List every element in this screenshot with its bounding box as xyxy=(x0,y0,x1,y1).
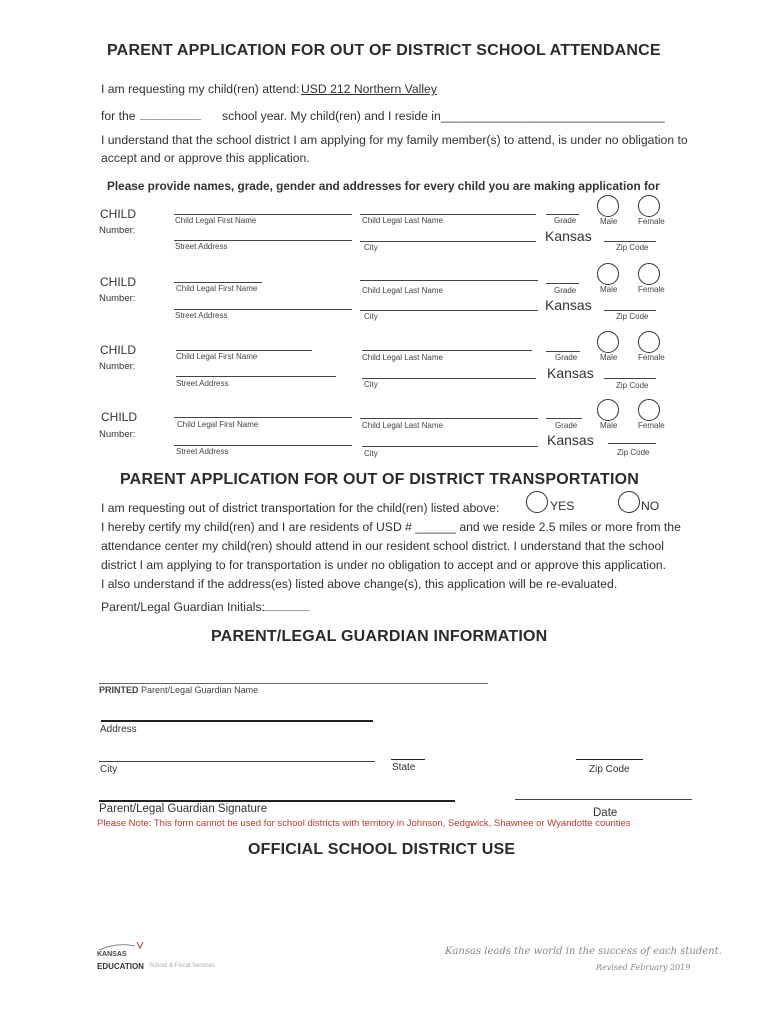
street-label: Street Address xyxy=(175,242,228,251)
male-label: Male xyxy=(600,285,618,294)
certify-text-line4: I also understand if the address(es) listed above change(s), this application will be re-evaluated. xyxy=(101,577,618,591)
first-name-label: Child Legal First Name xyxy=(176,284,258,293)
zip-field[interactable] xyxy=(604,378,656,379)
male-label: Male xyxy=(600,421,618,430)
zip-label: Zip Code xyxy=(616,312,649,321)
last-name-label: Child Legal Last Name xyxy=(362,421,443,430)
male-radio[interactable] xyxy=(597,263,619,285)
logo-education-text: EDUCATION xyxy=(97,962,144,971)
male-radio[interactable] xyxy=(597,399,619,421)
date-label: Date xyxy=(593,807,618,819)
address-label: Address xyxy=(100,724,137,735)
last-name-label: Child Legal Last Name xyxy=(362,353,443,362)
last-name-label: Child Legal Last Name xyxy=(362,216,443,225)
street-label: Street Address xyxy=(176,447,229,456)
first-name-field[interactable] xyxy=(176,350,312,351)
zip-field[interactable] xyxy=(604,241,656,242)
female-label: Female xyxy=(638,217,665,226)
guardian-name-field[interactable] xyxy=(99,683,488,684)
certify-text-line3: district I am applying to for transportation is under no obligation to accept and or approve this application. xyxy=(101,558,667,572)
child-number-label: Number: xyxy=(99,429,136,440)
grade-field[interactable] xyxy=(546,214,579,215)
street-field[interactable] xyxy=(174,240,352,241)
grade-label: Grade xyxy=(555,353,578,362)
child-label: CHILD xyxy=(100,275,137,289)
transport-yes-radio[interactable] xyxy=(526,491,548,513)
street-field[interactable] xyxy=(176,376,336,377)
obligation-text-line2: accept and or approve this application. xyxy=(101,151,310,165)
female-radio[interactable] xyxy=(638,399,660,421)
zip-code-field[interactable] xyxy=(576,759,643,760)
logo-tagline: School & Fiscal Services xyxy=(149,963,216,969)
grade-field[interactable] xyxy=(546,351,580,352)
for-the-label: for the xyxy=(101,109,136,123)
transport-no-label: NO xyxy=(641,499,660,513)
state-value: Kansas xyxy=(547,432,594,448)
page-title: PARENT APPLICATION FOR OUT OF DISTRICT SCHOOL ATTENDANCE xyxy=(107,42,661,59)
guardian-name-label xyxy=(99,685,258,695)
provide-info-heading: Please provide names, grade, gender and addresses for every child you are making application for xyxy=(107,179,660,193)
child-label: CHILD xyxy=(100,207,137,221)
territory-note: Please Note: This form cannot be used for school districts with territory in Johnson, Sedgwick, Shawnee or Wyandotte counties xyxy=(97,818,631,829)
state-value: Kansas xyxy=(547,365,594,381)
footer-slogan: Kansas leads the world in the success of each student. xyxy=(445,946,722,957)
child-number-label: Number: xyxy=(99,361,136,372)
guardian-state-label: State xyxy=(392,762,416,773)
state-value: Kansas xyxy=(545,228,592,244)
city-label: City xyxy=(364,449,378,458)
male-radio[interactable] xyxy=(597,195,619,217)
state-field[interactable] xyxy=(391,759,425,760)
city-label: City xyxy=(364,380,378,389)
female-label: Female xyxy=(638,421,665,430)
street-field[interactable] xyxy=(174,309,352,310)
street-field[interactable] xyxy=(174,445,352,446)
female-label: Female xyxy=(638,353,665,362)
zip-label: Zip Code xyxy=(616,243,649,252)
obligation-text-line1: I understand that the school district I am applying for my family member(s) to attend, is under no obligation to xyxy=(101,133,688,147)
initials-label: Parent/Legal Guardian Initials: xyxy=(101,600,265,614)
certify-text-line2: attendance center my child(ren) should attend in our resident school district. I understand that the school xyxy=(101,539,664,553)
city-field[interactable] xyxy=(362,446,538,447)
first-name-field[interactable] xyxy=(174,417,352,418)
city-field[interactable] xyxy=(360,241,536,242)
female-radio[interactable] xyxy=(638,263,660,285)
zip-label: Zip Code xyxy=(616,381,649,390)
transport-yes-label: YES xyxy=(550,499,575,513)
reside-location-field[interactable]: _________________________________ xyxy=(441,109,665,123)
first-name-label: Child Legal First Name xyxy=(175,216,257,225)
male-label: Male xyxy=(600,353,618,362)
revised-date: Revised February 2019 xyxy=(596,963,691,972)
official-use-title: OFFICIAL SCHOOL DISTRICT USE xyxy=(248,841,516,858)
guardian-city-label: City xyxy=(100,764,118,775)
last-name-field[interactable] xyxy=(362,350,532,351)
first-name-label: Child Legal First Name xyxy=(177,420,259,429)
female-radio[interactable] xyxy=(638,195,660,217)
grade-label: Grade xyxy=(554,286,577,295)
printed-word: PRINTED xyxy=(99,685,139,695)
guardian-zip-label: Zip Code xyxy=(589,764,630,775)
child-number-label: Number: xyxy=(99,293,136,304)
city-field[interactable] xyxy=(99,761,375,762)
attend-district-value[interactable]: USD 212 Northern Valley xyxy=(301,82,437,96)
city-label: City xyxy=(364,312,378,321)
certify-text-line1: I hereby certify my child(ren) and I are residents of USD # ______ and we reside 2.5 miles or more from the xyxy=(101,520,681,534)
child-label: CHILD xyxy=(100,343,137,357)
initials-field[interactable]: _______ xyxy=(262,598,310,612)
male-label: Male xyxy=(600,217,618,226)
guardian-info-title: PARENT/LEGAL GUARDIAN INFORMATION xyxy=(211,628,548,645)
state-value: Kansas xyxy=(545,297,592,313)
transportation-request-text: I am requesting out of district transportation for the child(ren) listed above: xyxy=(101,501,500,515)
child-label: CHILD xyxy=(101,410,138,424)
transportation-title: PARENT APPLICATION FOR OUT OF DISTRICT TRANSPORTATION xyxy=(120,471,640,488)
signature-field[interactable] xyxy=(99,800,455,802)
school-year-field[interactable]: _________ xyxy=(140,107,202,121)
zip-label: Zip Code xyxy=(617,448,650,457)
guardian-name-rest: Parent/Legal Guardian Name xyxy=(141,685,259,695)
transport-no-radio[interactable] xyxy=(618,491,640,513)
first-name-field[interactable] xyxy=(174,214,352,215)
street-label: Street Address xyxy=(176,379,229,388)
female-radio[interactable] xyxy=(638,331,660,353)
grade-label: Grade xyxy=(555,421,578,430)
date-field[interactable] xyxy=(515,799,692,800)
city-field[interactable] xyxy=(360,310,538,311)
zip-field[interactable] xyxy=(604,310,656,311)
street-label: Street Address xyxy=(175,311,228,320)
child-number-label: Number: xyxy=(99,225,136,236)
school-year-label: school year. My child(ren) and I reside in xyxy=(222,109,441,123)
female-label: Female xyxy=(638,285,665,294)
grade-field[interactable] xyxy=(546,418,582,419)
first-name-label: Child Legal First Name xyxy=(176,352,258,361)
logo-kansas-text: KANSAS xyxy=(97,951,127,958)
attend-label: I am requesting my child(ren) attend: xyxy=(101,82,300,96)
last-name-label: Child Legal Last Name xyxy=(362,286,443,295)
last-name-field[interactable] xyxy=(360,214,536,215)
grade-field[interactable] xyxy=(546,283,579,284)
first-name-field[interactable] xyxy=(174,282,262,283)
signature-label: Parent/Legal Guardian Signature xyxy=(99,803,268,815)
grade-label: Grade xyxy=(554,216,577,225)
zip-field[interactable] xyxy=(608,443,656,444)
last-name-field[interactable] xyxy=(360,280,538,281)
address-field[interactable] xyxy=(101,720,373,722)
city-field[interactable] xyxy=(362,378,536,379)
city-label: City xyxy=(364,243,378,252)
last-name-field[interactable] xyxy=(360,418,538,419)
male-radio[interactable] xyxy=(597,331,619,353)
